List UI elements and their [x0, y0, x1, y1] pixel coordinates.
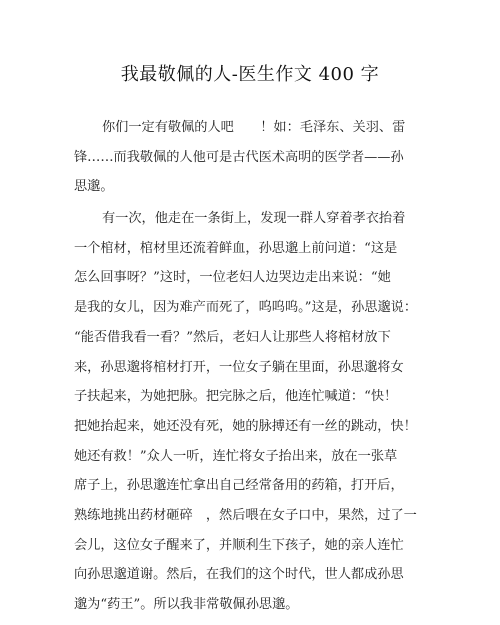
text-line: 你们一定有敬佩的人吧 ！如：毛泽东、关羽、雷 — [102, 120, 406, 135]
text-line: 会儿，这位女子醒来了，并顺利生下孩子，她的亲人连忙 — [74, 537, 404, 553]
text-line: 熟练地挑出药材砸碎 ，然后喂在女子口中，果然，过了一 — [74, 507, 417, 523]
text-line: 怎么回事呀？”这时，一位老妇人边哭边走出来说：“她 — [74, 270, 391, 286]
text-line: 有一次，他走在一条街上，发现一群人穿着孝衣抬着 — [102, 211, 406, 227]
text-line: 把她抬起来，她还没有死，她的脉搏还有一丝的跳动，快！ — [74, 418, 417, 434]
text-line: 一个棺材，棺材里还流着鲜血，孙思邈上前问道：“这是 — [74, 240, 398, 256]
document-body — [74, 118, 430, 625]
text-line: 她还有救！”众人一听，连忙将女子抬出来，放在一张草 — [74, 448, 398, 464]
text-line: 锋……而我敬佩的人他可是古代医术高明的医学者——孙 — [74, 149, 404, 165]
text-line: 是我的女儿，因为难产而死了，呜呜呜。”这是，孙思邈说： — [74, 300, 418, 316]
text-line: 子扶起来，为她把脉。把完脉之后，他连忙喊道：“快！ — [74, 389, 398, 405]
document-title: 我最敬佩的人-医生作文 400 字 — [120, 64, 380, 85]
text-line: 来，孙思邈将棺材打开，一位女子躺在里面，孙思邈将女 — [74, 359, 404, 375]
text-line: 邈为“药王”。所以我非常敬佩孙思邈。 — [74, 597, 299, 612]
text-line: 思邈。 — [74, 179, 114, 195]
text-line: 向孙思邈道谢。然后，在我们的这个时代，世人都成孙思 — [74, 567, 404, 583]
text-line: “能否借我看一看？”然后，老妇人让那些人将棺材放下 — [74, 329, 391, 345]
text-line: 席子上，孙思邈连忙拿出自己经常备用的药箱，打开后， — [74, 478, 404, 494]
